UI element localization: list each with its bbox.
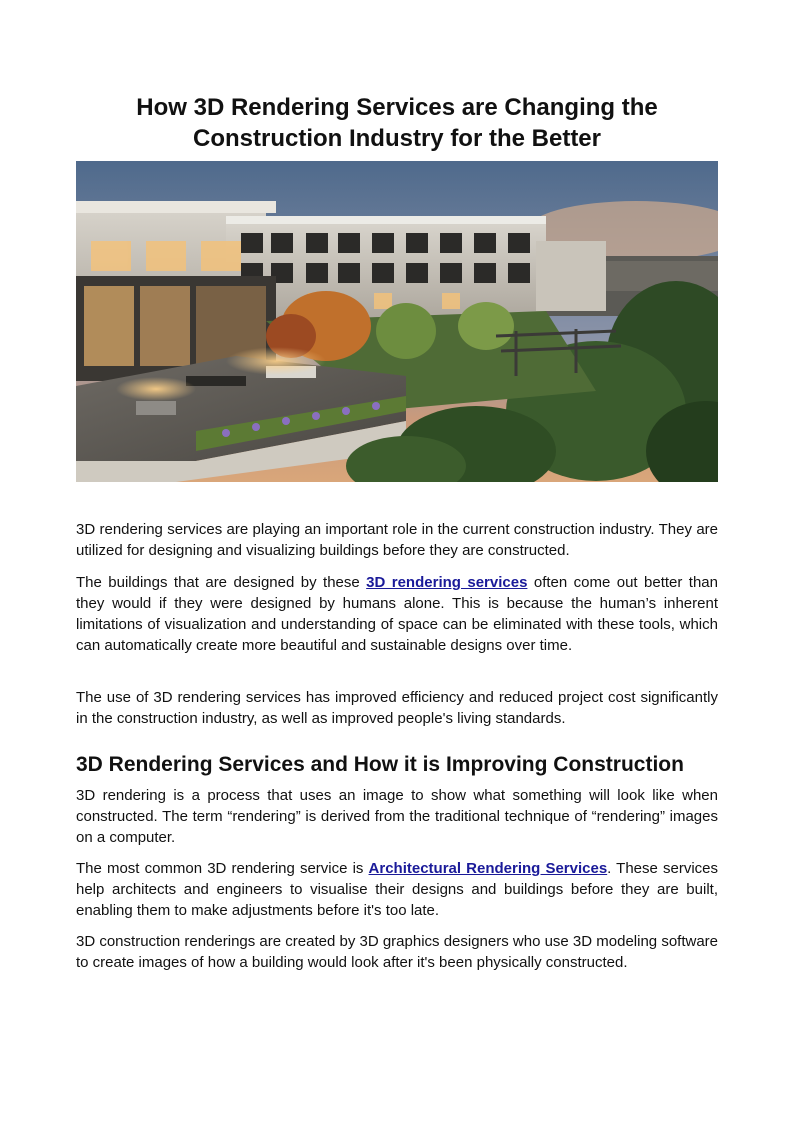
section-heading: 3D Rendering Services and How it is Improving Construction (76, 753, 684, 776)
section-paragraph-2 (76, 858, 718, 921)
architectural-rendering-link[interactable]: Architectural Rendering Services (368, 860, 608, 877)
section-paragraph-2-text-after: . These services help architects and engineers to visualise their designs and buildings before they are built, enabling them to make adjustments before it's too late. (76, 860, 718, 919)
intro-paragraph-1: 3D rendering services are playing an important role in the current construction industry. They are utilized for designing and visualizing buildings before they are constructed. (76, 521, 718, 559)
section-paragraph-2-text-before: The most common 3D rendering service is (76, 860, 369, 877)
intro-paragraph-2-text-before: The buildings that are designed by these (76, 574, 367, 591)
intro-paragraph-2 (76, 572, 718, 656)
hero-image (76, 161, 718, 482)
intro-paragraph-2-text-after: often come out better than they would if they were designed by humans alone. This is because the human’s inherent limitations of visualization and understanding of space can be eliminated with these tools, which can automatically create more beautiful and sustainable designs over time. (76, 574, 718, 654)
section-paragraph-1: 3D rendering is a process that uses an image to show what something will look like when constructed. The term “rendering” is derived from the traditional technique of “rendering” images on a computer. (76, 787, 718, 846)
page-title: How 3D Rendering Services are Changing the Construction Industry for the Better (136, 94, 658, 152)
section-paragraph-3: 3D construction renderings are created by 3D graphics designers who use 3D modeling software to create images of how a building would look after it's been physically constructed. (76, 933, 719, 971)
rendering-services-link[interactable]: 3D rendering services (366, 574, 528, 591)
intro-paragraph-3: The use of 3D rendering services has improved efficiency and reduced project cost significantly in the construction industry, as well as improved people's living standards. (76, 689, 718, 727)
